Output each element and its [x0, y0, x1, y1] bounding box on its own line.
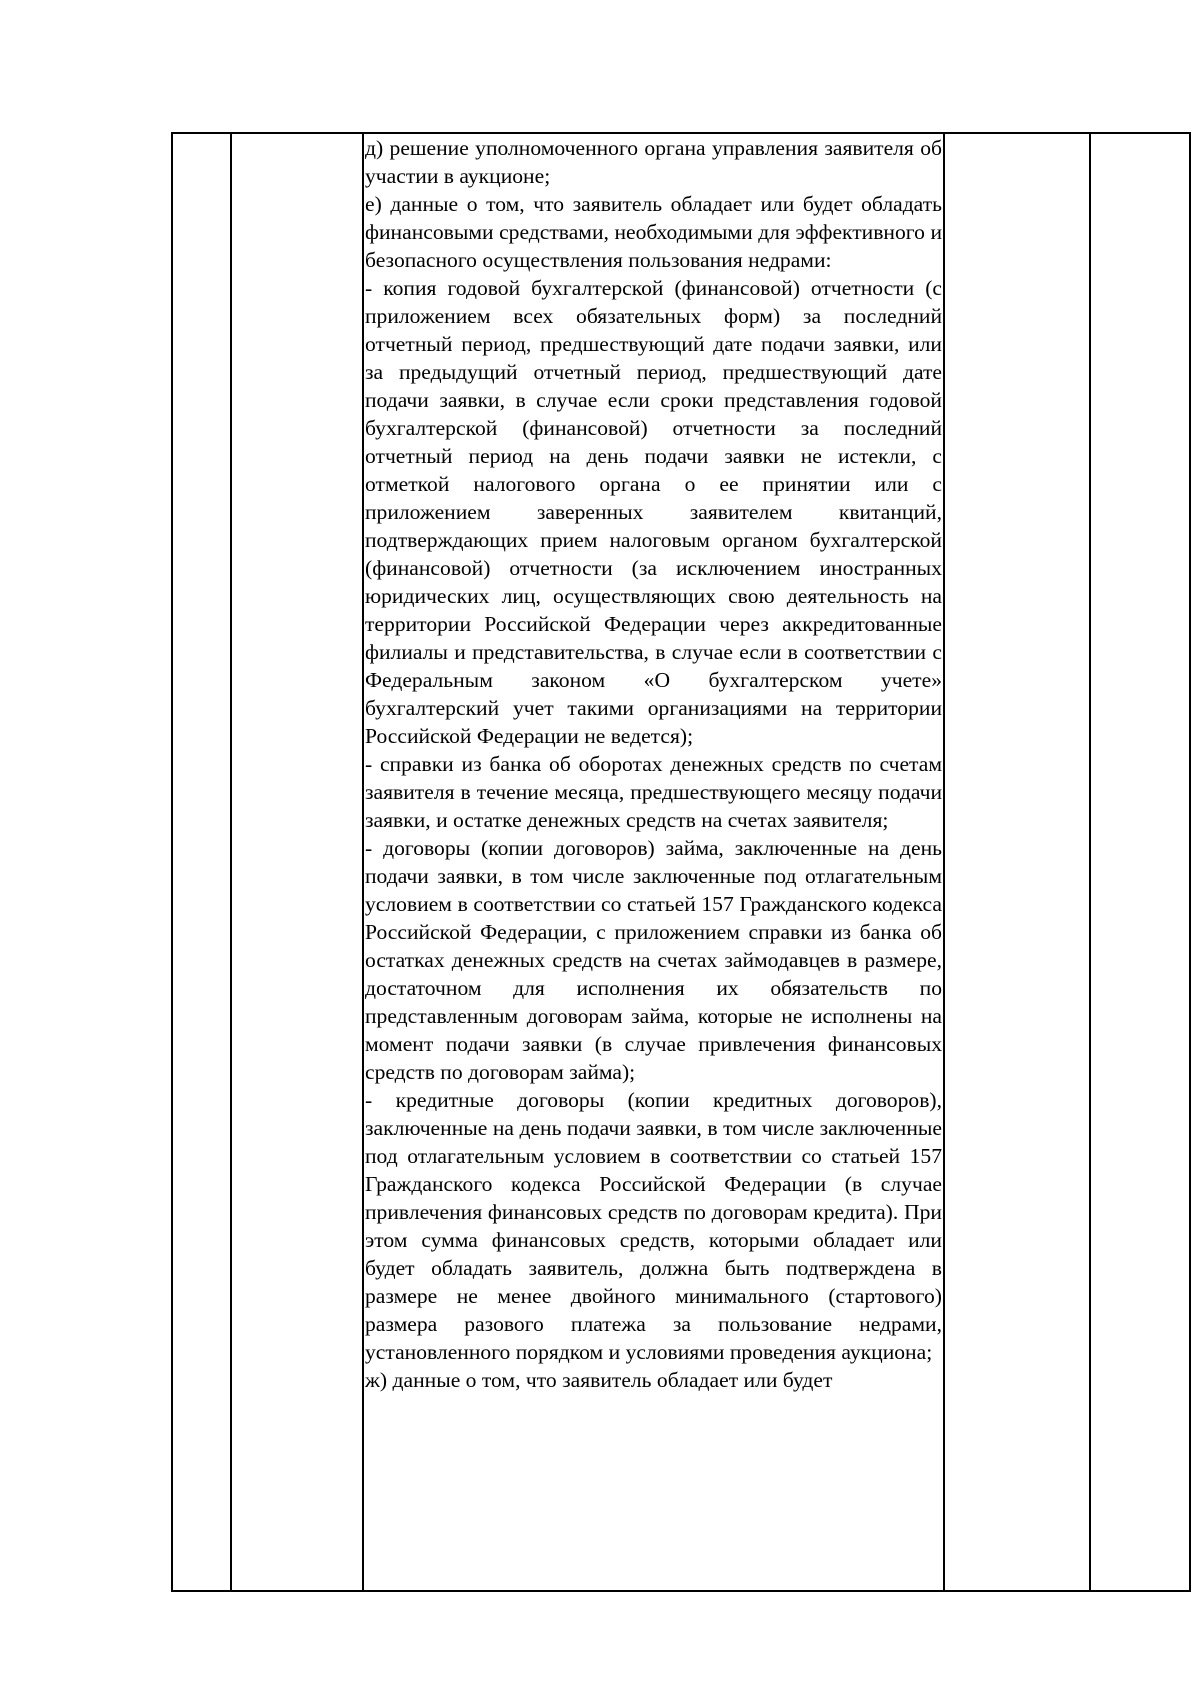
- paragraph-loan-agreements: - договоры (копии договоров) займа, заключенные на день подачи заявки, в том числе заключенные под отлагательным условием в соответствии со статьей 157 Гражданского кодекса Российской Федерации, с приложением справки из банка об остатках денежных средств на счетах займодавцев в размере, достаточном для исполнения их обязательств по представленным договорам займа, которые не исполнены на момент подачи заявки (в случае привлечения финансовых средств по договорам займа);: [365, 836, 942, 1084]
- requirements-text-cell: [363, 133, 944, 1591]
- paragraph-credit-agreements: - кредитные договоры (копии кредитных договоров), заключенные на день подачи заявки, в том числе заключенные под отлагательным условием в соответствии со статьей 157 Гражданского кодекса Российской Федерации (в случае привлечения финансовых средств по договорам кредита). При этом сумма финансовых средств, которыми обладает или будет обладать заявитель, должна быть подтверждена в размере не менее двойного минимального (стартового) размера разового платежа за пользование недрами, установленного порядком и условиями проведения аукциона;: [365, 1088, 942, 1364]
- table-cell-empty-1: [172, 133, 231, 1591]
- paragraph-e: е) данные о том, что заявитель обладает или будет обладать финансовыми средствами, необходимыми для эффективного и безопасного осуществления пользования недрами:: [365, 192, 942, 272]
- table-cell-empty-4: [944, 133, 1090, 1591]
- table-cell-empty-5: [1090, 133, 1190, 1591]
- document-table: [171, 132, 1191, 1592]
- table-cell-empty-2: [231, 133, 363, 1591]
- table-row: [172, 133, 1190, 1591]
- paragraph-zh: ж) данные о том, что заявитель обладает или будет: [365, 1368, 833, 1392]
- paragraph-financial-statements: - копия годовой бухгалтерской (финансовой) отчетности (с приложением всех обязательных форм) за последний отчетный период, предшествующий дате подачи заявки, или за предыдущий отчетный период, предшествующий дате подачи заявки, в случае если сроки представления годовой бухгалтерской (финансовой) отчетности за последний отчетный период на день подачи заявки не истекли, с отметкой налогового органа о ее принятии или с приложением заверенных заявителем квитанций, подтверждающих прием налоговым органом бухгалтерской (финансовой) отчетности (за исключением иностранных юридических лиц, осуществляющих свою деятельность на территории Российской Федерации через аккредитованные филиалы и представительства, в случае если в соответствии с Федеральным законом «О бухгалтерском учете» бухгалтерский учет такими организациями на территории Российской Федерации не ведется);: [365, 276, 942, 748]
- paragraph-bank-certificates: - справки из банка об оборотах денежных средств по счетам заявителя в течение месяца, предшествующего месяцу подачи заявки, и остатке денежных средств на счетах заявителя;: [365, 752, 942, 832]
- paragraph-d: д) решение уполномоченного органа управления заявителя об участии в аукционе;: [365, 136, 942, 188]
